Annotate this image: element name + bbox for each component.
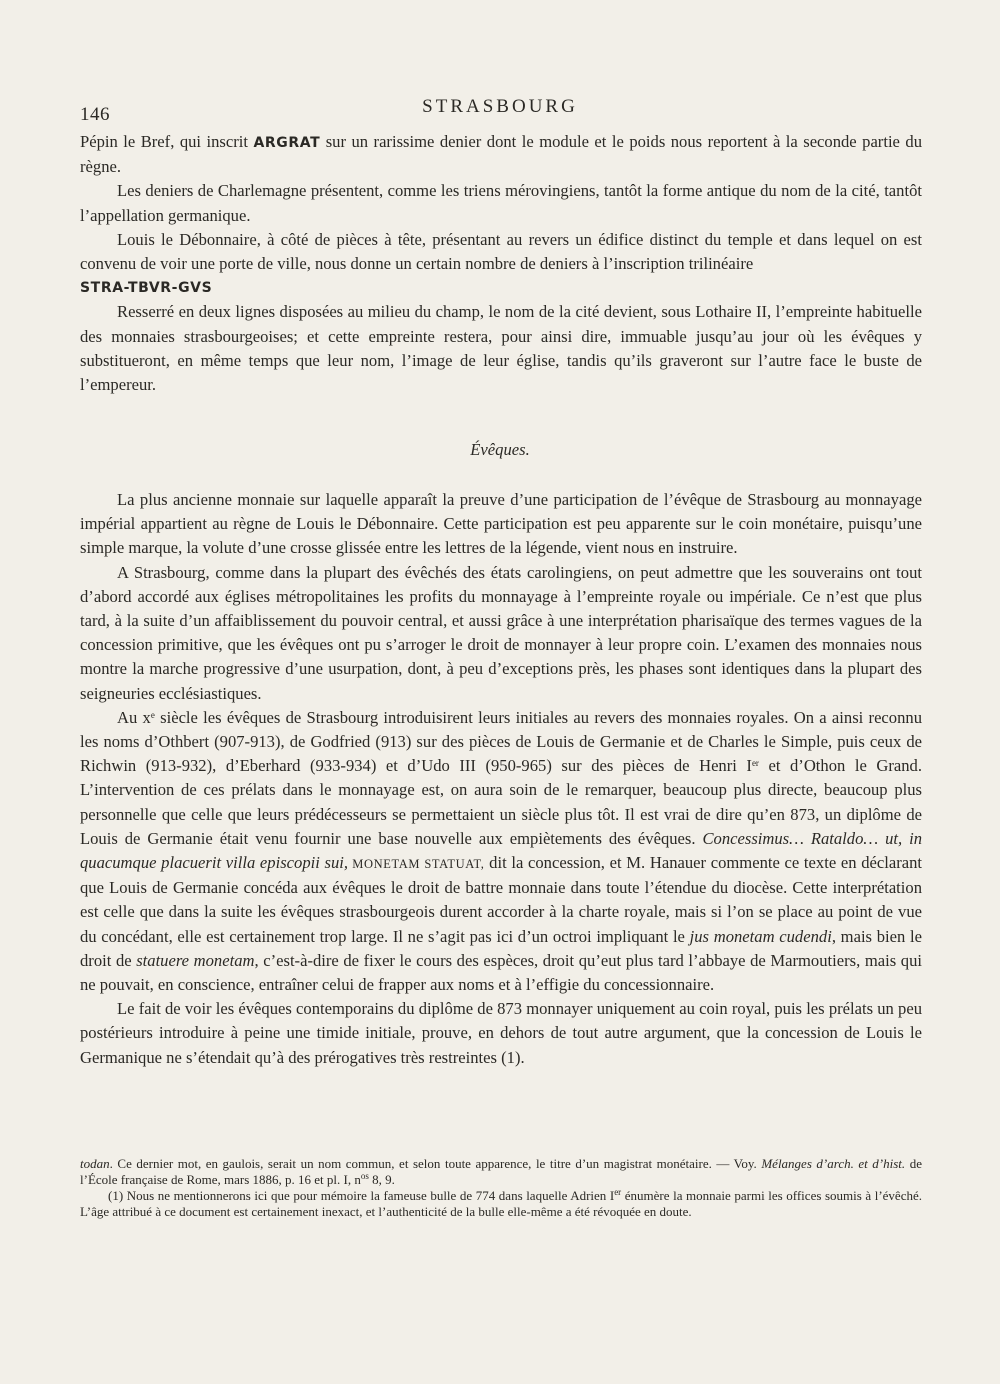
paragraph-conclusion: Le fait de voir les évêques contemporains du diplôme de 873 monnayer uniquement au coin royal, puis les prélats un peu postérieurs introduire à peine une timide initiale, prouve, en dehors de tout autre argument, que la concession de Louis le Germanique ne s’étendait qu’à des prérogatives très restreintes (1). <box>80 999 922 1067</box>
paragraph-louis: Louis le Débonnaire, à côté de pièces à tête, présentant au revers un édifice distinct du temple et dans lequel on est convenu de voir une porte de ville, nous donne un certain nombre de deniers à l’inscription trilinéaire <box>80 229 922 274</box>
footnote-1: (1) Nous ne mentionnerons ici que pour mémoire la fameuse bulle de 774 dans laquelle Adrien Ier énumère la monnaie parmi les offices soumis à l’évêché. L’âge attribué à ce document est certainement inexact, et l’authenticité de la bulle elle-même a été révoquée en doute. <box>80 1187 922 1219</box>
footnotes <box>80 1156 922 1220</box>
paragraph-earliest-coin: La plus ancienne monnaie sur laquelle apparaît la preuve d’une participation de l’évêque de Strasbourg au monnayage impérial appartient au règne de Louis le Débonnaire. Cette participation est peu apparente sur le coin monétaire, puisqu’une simple marque, la volute d’une crosse glissée entre les lettres de la légende, vient nous en instruire. <box>80 490 922 558</box>
section-heading-eveques: Évêques. <box>470 440 530 459</box>
latin-quote-concessimus: Concessimus… Rataldo… ut, in quacumque placuerit villa episcopii sui, <box>80 828 922 873</box>
paragraph-pepin: Pépin le Bref, qui inscrit ARGRAT sur un rarissime denier dont le module et le poids nous reportent à la seconde partie du règne. <box>80 132 922 177</box>
latin-term-statuere: statuere monetam <box>136 950 255 970</box>
running-title: STRASBOURG <box>422 96 578 117</box>
section-coinage-text <box>80 130 922 397</box>
footnote-continued: todan. Ce dernier mot, en gaulois, serait un nom commun, et selon toute apparence, le titre d’un magistrat monétaire. — Voy. Mélanges d’arch. et d’hist. de l’École française de Rome, mars 1886, p. 16 et pl. I, $n^{os}$ 8, 9. <box>80 1156 922 1187</box>
page-number: 146 <box>80 104 110 125</box>
paragraph-tenth-century: Au $x^e$ siècle les évêques de Strasbourg introduisirent leurs initiales au revers des monnaies royales. On a ainsi reconnu les noms d’Othbert (907-913), de Godfried (913) sur des pièces de Louis de Germanie et de Charles le Simple, puis ceux de Richwin (913-932), d’Eberhard (933-934) et d’Udo III (950-965) sur des pièces de Henri Ier et d’Othon le Grand. L’intervention de ces prélats dans le monnayage est, on aura soin de le remarquer, beaucoup plus directe, beaucoup plus personnelle que celle que leurs prédécesseurs se permettaient un siècle plus tôt. Il est vrai de dire qu’en 873, un diplôme de Louis de Germanie était venu fournir une base nouvelle aux empiètements des évêques. Concessimus… Rataldo… ut, in quacumque placuerit villa episcopii sui, MONETAM STATUAT, dit la concession, et M. Hanauer commente ce texte en déclarant que Louis de Germanie concéda aux évêques le droit de battre monnaie dans toute l’étendue du diocèse. Cette interprétation est celle que dans la suite les évêques strasbourgeois durent accorder à la charte royale, mais si l’on se place au point de vue du concédant, elle est certainement trop large. Il ne s’agit pas ici d’un octroi impliquant le jus monetam cudendi, mais bien le droit de statuere monetam, c’est-à-dire de fixer le cours des espèces, droit qu’eut plus tard l’abbaye de Marmoutiers, mais qui ne pouvait, en conscience, entraîner celui de frapper aux noms et à l’effigie du concessionnaire. <box>80 707 922 995</box>
latin-quote-monetam-statuat: MONETAM STATUAT, <box>348 857 485 872</box>
paragraph-strasbourg: A Strasbourg, comme dans la plupart des évêchés des états carolingiens, on peut admettre que les souverains ont tout d’abord accordé aux églises métropolitaines les profits du monnayage à l’empreinte royale ou impériale. Ce n’est que plus tard, à la suite d’un affaiblissement du pouvoir central, et aussi grâce à une interprétation pharisaïque des termes vagues de la concession primitive, que les évêques ont pu s’arroger le droit de monnayer à leur propre coin. L’examen des monnaies nous montre la marche progressive d’une usurpation, dont, à peu d’exceptions près, les phases sont identiques dans la plupart des seigneuries ecclésiastiques. <box>80 562 922 703</box>
section-bishops-text <box>80 488 922 1070</box>
coin-legend-argrat: ARGRAT <box>253 135 321 151</box>
paragraph-lothaire: Resserré en deux lignes disposées au milieu du champ, le nom de la cité devient, sous Lothaire II, l’empreinte habituelle des monnaies strasbourgeoises; et cette empreinte restera, pour ainsi dire, immuable jusqu’au jour où les évêques y substitueront, en même temps que leur nom, l’image de leur église, tandis qu’ils graveront sur l’autre face le buste de l’empereur. <box>80 302 922 395</box>
coin-legend-strasburgus: STRA-TBVR-GVS <box>80 280 213 297</box>
latin-term-jus-monetam: jus monetam cudendi <box>689 926 832 946</box>
paragraph-charlemagne: Les deniers de Charlemagne présentent, comme les triens mérovingiens, tantôt la forme antique du nom de la cité, tantôt l’appellation germanique. <box>80 181 922 225</box>
